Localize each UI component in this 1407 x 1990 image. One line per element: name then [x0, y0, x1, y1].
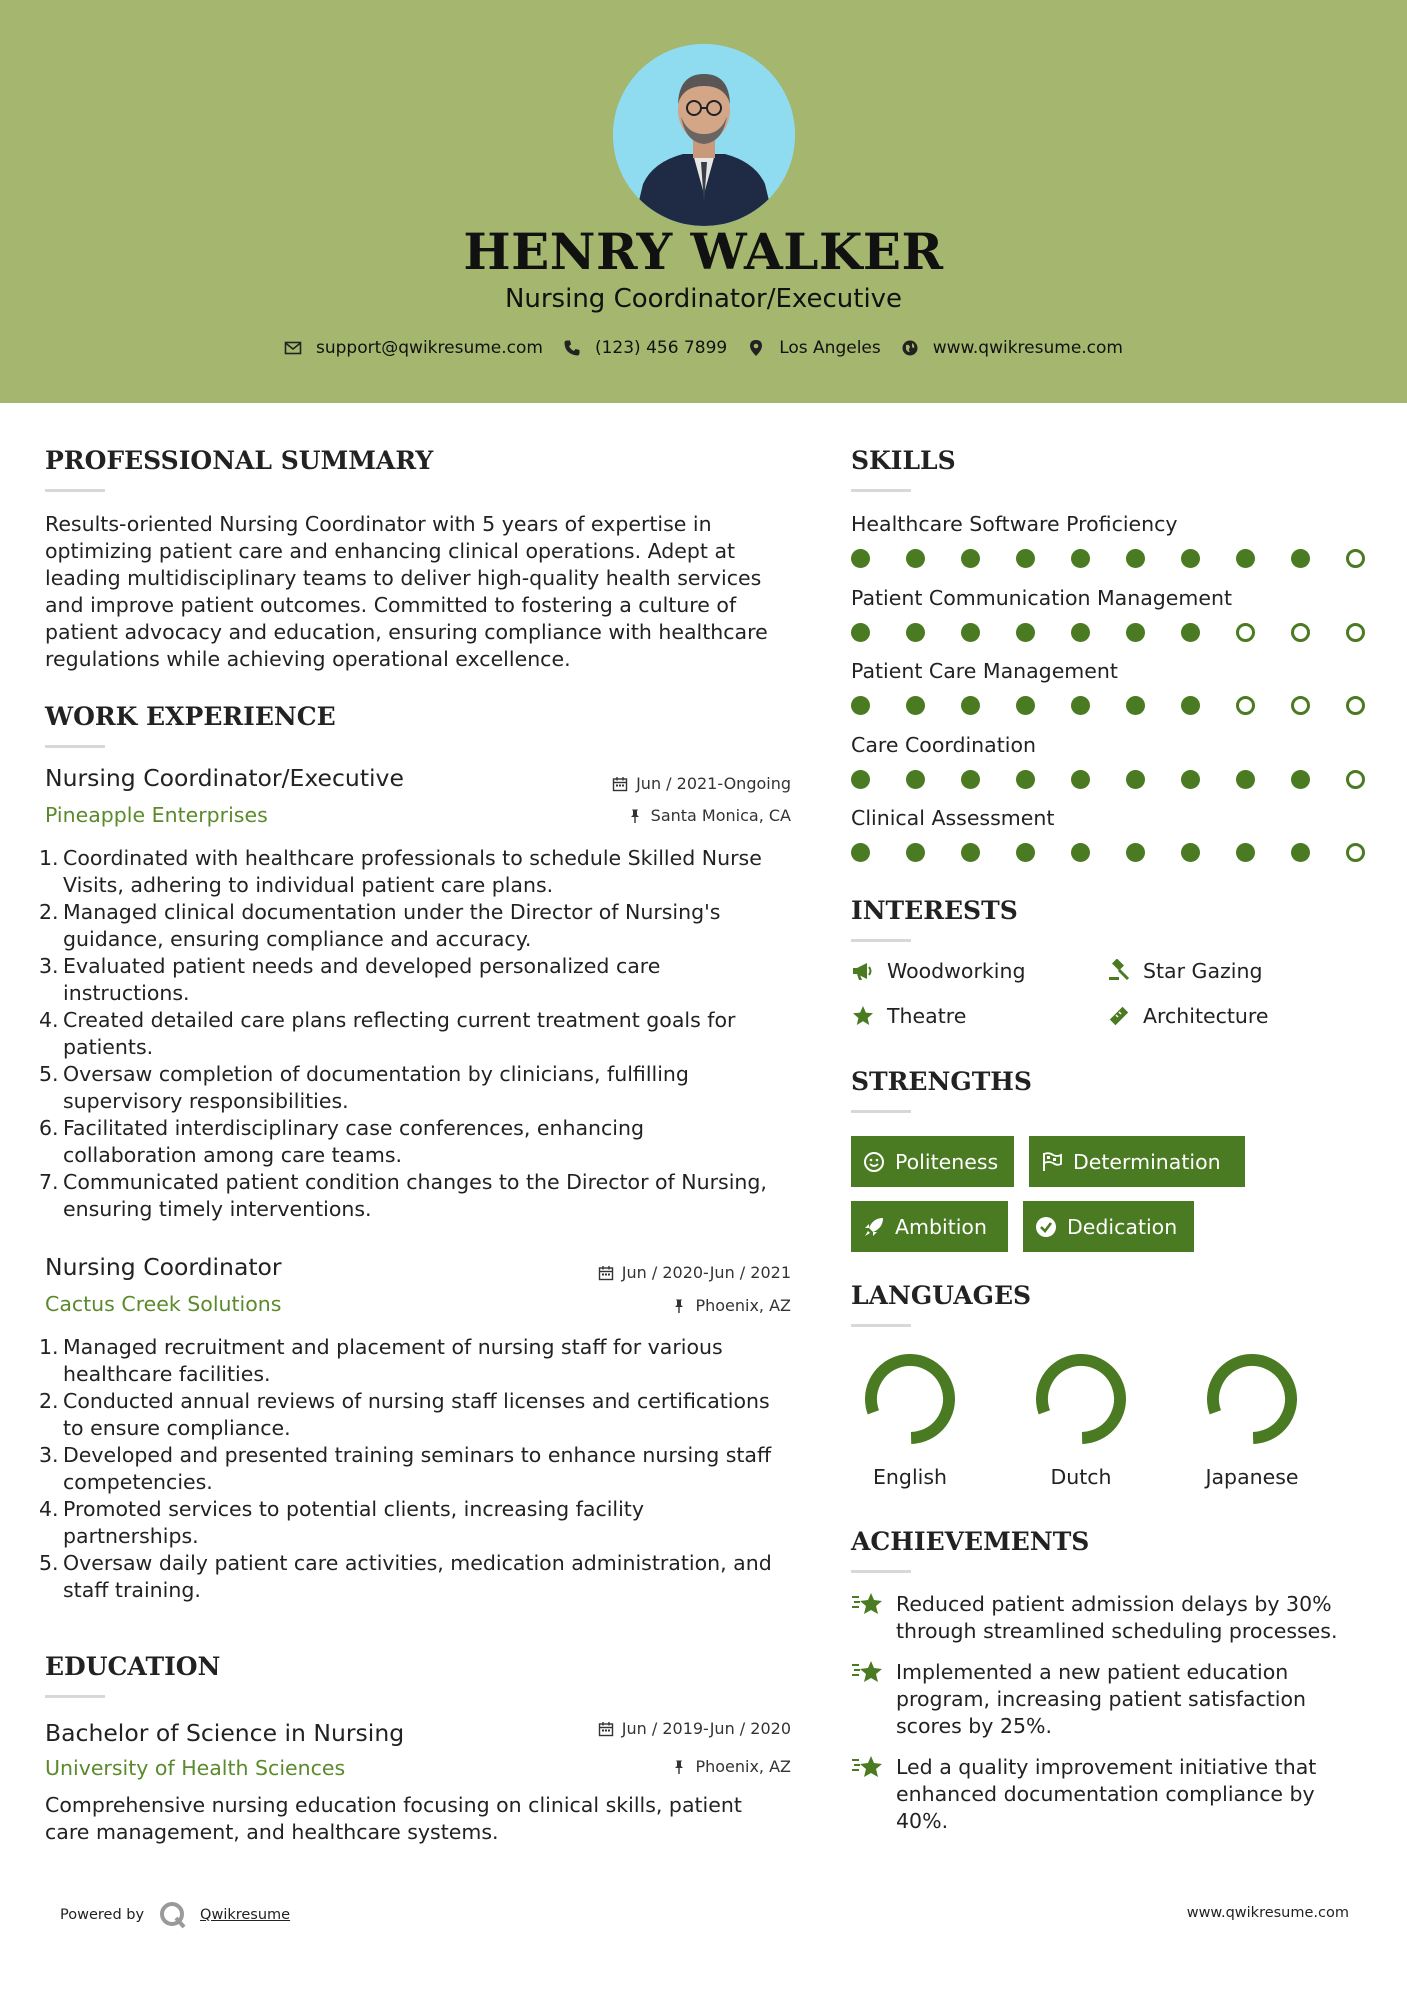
list-item: 2. Conducted annual reviews of nursing staff licenses and certifications to ensure compliance. [39, 1389, 770, 1440]
skill-dot-filled [961, 770, 980, 789]
ruler-icon [1107, 1004, 1131, 1028]
job-company: Cactus Creek Solutions [45, 1292, 282, 1316]
pushpin-icon [671, 1759, 687, 1775]
skill-dot-filled [1071, 623, 1090, 642]
skill-name: Healthcare Software Proficiency [851, 512, 1178, 536]
megaphone-icon [851, 959, 875, 983]
achievement-item: Implemented a new patient education program, increasing patient satisfaction scores by 25%. [851, 1659, 1356, 1740]
education-divider [45, 1695, 105, 1698]
skill-dot-filled [906, 696, 925, 715]
skill-dot-filled [1016, 696, 1035, 715]
candidate-title: Nursing Coordinator/Executive [504, 284, 903, 314]
smile-icon [863, 1151, 885, 1173]
list-item: 7. Communicated patient condition changes to the Director of Nursing, ensuring timely interventions. [39, 1170, 767, 1221]
achievement-star-icon [851, 1659, 885, 1687]
language-japanese: Japanese [1187, 1349, 1317, 1489]
skill-dot-filled [851, 623, 870, 642]
calendar-icon [598, 1721, 614, 1737]
achievement-star-icon [851, 1591, 885, 1619]
skill-name: Clinical Assessment [851, 806, 1055, 830]
list-item: 4. Created detailed care plans reflecting current treatment goals for patients. [39, 1008, 736, 1059]
list-item: 3. Evaluated patient needs and developed personalized care instructions. [39, 954, 661, 1005]
summary-divider [45, 489, 105, 492]
skill-name: Patient Communication Management [851, 585, 1233, 610]
job-dates: Jun / 2021-Ongoing [540, 774, 791, 793]
interest-theatre: Theatre [851, 1004, 966, 1028]
skill-dot-filled [1291, 770, 1310, 789]
achievement-item: Reduced patient admission delays by 30% through streamlined scheduling processes. [851, 1591, 1356, 1645]
skill-dot-filled [1291, 843, 1310, 862]
skill-dot-filled [851, 843, 870, 862]
interest-woodworking: Woodworking [851, 959, 1025, 983]
list-item: 4. Promoted services to potential clients, increasing facility partnerships. [39, 1497, 644, 1548]
skill-dot-filled [1016, 770, 1035, 789]
contact-bar [0, 338, 1407, 358]
skill-rating [851, 696, 1365, 716]
skill-dot-empty [1346, 623, 1365, 642]
skill-dot-filled [1016, 623, 1035, 642]
skill-rating [851, 623, 1365, 643]
skill-dot-filled [1126, 623, 1145, 642]
language-gauge [1031, 1349, 1131, 1449]
experience-divider [45, 745, 105, 748]
skill-rating [851, 770, 1365, 790]
header-banner [0, 0, 1407, 403]
candidate-name: HENRY WALKER [463, 222, 944, 281]
job-location: Santa Monica, CA [540, 806, 791, 825]
skill-dot-filled [1016, 549, 1035, 568]
calendar-icon [598, 1265, 614, 1281]
school-name: University of Health Sciences [45, 1756, 346, 1780]
skill-dot-filled [1071, 549, 1090, 568]
star-icon [851, 1004, 875, 1028]
language-dutch: Dutch [1016, 1349, 1146, 1489]
list-item: 1. Coordinated with healthcare professionals to schedule Skilled Nurse Visits, adhering to individual patient care plans. [39, 846, 762, 897]
strengths-divider [851, 1110, 911, 1113]
job-title: Nursing Coordinator/Executive [45, 764, 404, 792]
skill-rating [851, 843, 1365, 863]
strength-politeness: Politeness [851, 1136, 1014, 1187]
list-item: 2. Managed clinical documentation under the Director of Nursing's guidance, ensuring compliance and accuracy. [39, 900, 721, 951]
languages-heading: LANGUAGES [851, 1281, 1032, 1310]
list-item: 5. Oversaw daily patient care activities, medication administration, and staff training. [39, 1551, 772, 1602]
flag-icon [1041, 1151, 1063, 1173]
skill-dot-filled [906, 843, 925, 862]
skill-dot-empty [1291, 623, 1310, 642]
check-circle-icon [1035, 1216, 1057, 1238]
skill-name: Patient Care Management [851, 659, 1118, 683]
skills-heading: SKILLS [851, 446, 956, 475]
interests-divider [851, 939, 911, 942]
pushpin-icon [671, 1298, 687, 1314]
skill-dot-filled [1236, 770, 1255, 789]
skill-dot-empty [1346, 549, 1365, 568]
gavel-icon [1107, 959, 1131, 983]
achievements-heading: ACHIEVEMENTS [851, 1527, 1090, 1556]
skill-dot-empty [1346, 843, 1365, 862]
language-gauge [860, 1349, 960, 1449]
envelope-icon [284, 339, 302, 357]
skill-dot-filled [1126, 843, 1145, 862]
contact-phone[interactable]: (123) 456 7899 [563, 338, 727, 358]
achievements-divider [851, 1570, 911, 1573]
interest-architecture: Architecture [1107, 1004, 1269, 1028]
globe-icon [901, 339, 919, 357]
skill-dot-empty [1346, 696, 1365, 715]
language-english: English [845, 1349, 975, 1489]
interests-heading: INTERESTS [851, 896, 1018, 925]
list-item: 5. Oversaw completion of documentation by clinicians, fulfilling supervisory responsibilities. [39, 1062, 689, 1113]
language-gauge [1202, 1349, 1302, 1449]
skill-dot-filled [1126, 549, 1145, 568]
skill-dot-filled [906, 770, 925, 789]
skill-dot-filled [1071, 696, 1090, 715]
summary-text: Results-oriented Nursing Coordinator with 5 years of expertise in optimizing patient care and enhancing clinical operations. Adept at leading multidisciplinary teams to deliver high-quality health services and improve patient outcomes. Committed to fostering a culture of patient advocacy and education, ensuring compliance with healthcare regulations while achieving operational excellence. [45, 512, 768, 671]
skill-dot-filled [961, 623, 980, 642]
skill-dot-filled [1071, 770, 1090, 789]
education-dates: Jun / 2019-Jun / 2020 [540, 1719, 791, 1738]
strength-ambition: Ambition [851, 1201, 1008, 1252]
footer-website[interactable]: www.qwikresume.com [1186, 1905, 1349, 1921]
skill-dot-filled [961, 696, 980, 715]
interest-star-gazing: Star Gazing [1107, 959, 1262, 983]
contact-location: Los Angeles [747, 338, 881, 358]
skill-dot-filled [1126, 696, 1145, 715]
job-title: Nursing Coordinator [45, 1253, 282, 1281]
footer-powered-by: Powered by Qwikresume [60, 1900, 290, 1930]
strengths-heading: STRENGTHS [851, 1067, 1032, 1096]
education-location: Phoenix, AZ [540, 1757, 791, 1776]
skill-name: Care Coordination [851, 732, 1036, 757]
skills-divider [851, 489, 911, 492]
skill-dot-filled [1071, 843, 1090, 862]
skill-dot-filled [851, 696, 870, 715]
strength-dedication: Dedication [1023, 1201, 1194, 1252]
skill-dot-filled [906, 623, 925, 642]
list-item: 1. Managed recruitment and placement of nursing staff for various healthcare facilities. [39, 1335, 723, 1386]
skill-dot-filled [1016, 843, 1035, 862]
languages-divider [851, 1324, 911, 1327]
skill-dot-filled [1181, 696, 1200, 715]
job-duties-list [39, 1334, 815, 1604]
contact-website[interactable]: www.qwikresume.com [901, 338, 1123, 358]
phone-icon [563, 339, 581, 357]
skill-dot-filled [961, 843, 980, 862]
skill-dot-filled [1181, 770, 1200, 789]
skill-dot-filled [1291, 549, 1310, 568]
map-pin-icon [747, 339, 765, 357]
skill-dot-empty [1291, 696, 1310, 715]
qwikresume-link[interactable]: Qwikresume [200, 1907, 291, 1923]
skill-dot-filled [906, 549, 925, 568]
skill-dot-filled [1126, 770, 1145, 789]
pushpin-icon [627, 808, 643, 824]
achievement-item: Led a quality improvement initiative that enhanced documentation compliance by 40%. [851, 1754, 1356, 1835]
education-heading: EDUCATION [45, 1652, 221, 1681]
skill-dot-filled [1181, 843, 1200, 862]
skill-dot-filled [961, 549, 980, 568]
skill-dot-filled [851, 549, 870, 568]
calendar-icon [612, 776, 628, 792]
degree-title: Bachelor of Science in Nursing [45, 1719, 405, 1747]
skill-dot-filled [1236, 843, 1255, 862]
summary-heading: PROFESSIONAL SUMMARY [45, 446, 434, 475]
skill-dot-empty [1236, 696, 1255, 715]
list-item: 3. Developed and presented training seminars to enhance nursing staff competencies. [39, 1443, 772, 1494]
profile-photo [613, 44, 795, 226]
rocket-icon [863, 1216, 885, 1238]
job-duties-list [39, 845, 815, 1223]
list-item: 6. Facilitated interdisciplinary case conferences, enhancing collaboration among care teams. [39, 1116, 644, 1167]
skill-dot-empty [1346, 770, 1365, 789]
skill-dot-filled [1181, 623, 1200, 642]
qwikresume-logo-icon [158, 1900, 188, 1930]
strength-determination: Determination [1029, 1136, 1245, 1187]
achievement-star-icon [851, 1754, 885, 1782]
education-description: Comprehensive nursing education focusing on clinical skills, patient care management, and healthcare systems. [45, 1793, 742, 1844]
job-dates: Jun / 2020-Jun / 2021 [540, 1263, 791, 1282]
skill-dot-filled [1236, 549, 1255, 568]
skill-dot-filled [1181, 549, 1200, 568]
contact-email[interactable]: support@qwikresume.com [284, 338, 543, 358]
skill-dot-filled [851, 770, 870, 789]
job-location: Phoenix, AZ [540, 1296, 791, 1315]
skill-dot-empty [1236, 623, 1255, 642]
experience-heading: WORK EXPERIENCE [45, 702, 336, 731]
skill-rating [851, 549, 1365, 569]
job-company: Pineapple Enterprises [45, 803, 268, 827]
